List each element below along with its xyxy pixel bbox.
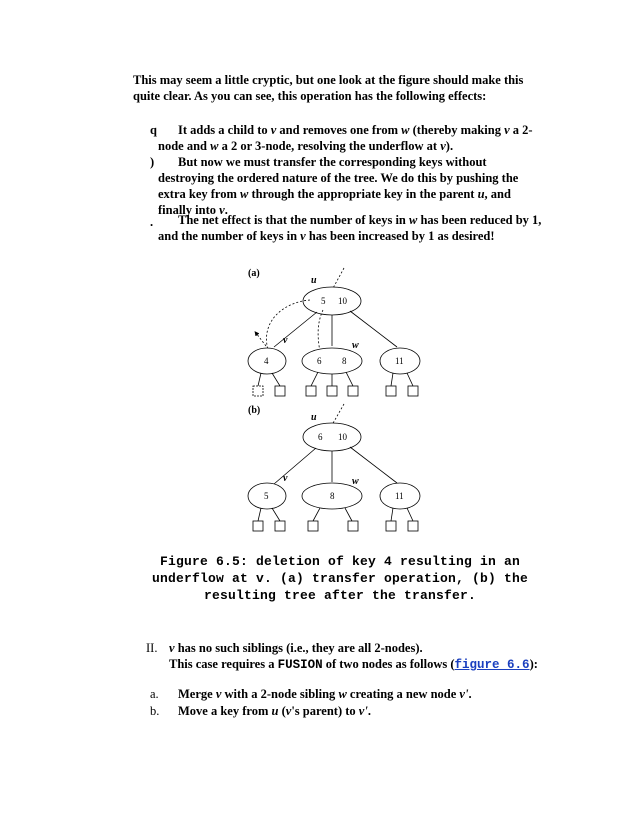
figure-b-root-node [303, 423, 361, 451]
step-a-mark: a. [150, 687, 159, 701]
fusion-term: FUSION [277, 658, 323, 672]
figure-a-mid-node [302, 348, 362, 374]
figure-a-root-node [303, 287, 361, 315]
figure-a-tag: (a) [248, 268, 260, 279]
figure-b-leaves [253, 508, 418, 531]
step-b-text: Move a key from u (v's parent) to v'. [178, 704, 371, 718]
bullet-1-text: It adds a child to v and removes one from w (thereby making v a 2- node and w a 2 or 3-node, resolving the underflow at v). [158, 123, 533, 153]
figure-a-root-key-2: 10 [338, 296, 347, 306]
figure-b-parent-link [332, 404, 344, 425]
figure-a-mid-key-1: 6 [317, 356, 322, 366]
figure-a-leaves [253, 372, 418, 396]
figure-a-mid-key-2: 8 [342, 356, 347, 366]
bullet-1-mark: q [150, 123, 157, 137]
figure-b-root-key-1: 6 [318, 432, 323, 442]
figure-b-root-key-2: 10 [338, 432, 347, 442]
intro-line-1: This may seem a little cryptic, but one look at the figure should make this [133, 73, 524, 87]
figure-a-right-key: 11 [395, 356, 404, 366]
figure-a-w-label: w [352, 340, 359, 351]
figure-a-key-move-arrow-1 [266, 300, 310, 350]
figure-a-key-move-arrow-2 [318, 310, 323, 352]
bullet-2-mark: ) [150, 155, 155, 169]
caption-line-1: Figure 6.5: deletion of key 4 resulting in an [159, 554, 521, 569]
figure-b-v-label: v [283, 473, 288, 484]
step-b-mark: b. [150, 704, 160, 718]
figure-a-edge-left [274, 312, 317, 347]
step-a-text: Merge v with a 2-node sibling w creating a new node v'. [178, 687, 472, 701]
figure-b-edge-left [274, 448, 316, 484]
bullet-3-text: The net effect is that the number of keys in w has been reduced by 1, and the number of keys in v has been increased by 1 as desired! [158, 213, 542, 243]
figure-b-u-label: u [311, 412, 317, 423]
figure-b-tag: (b) [248, 405, 261, 416]
figure-b-left-key: 5 [264, 491, 269, 501]
figure-a-key-remove-arrow [256, 333, 266, 346]
caption-line-2: underflow at v. (a) transfer operation, (b) the [151, 571, 529, 586]
bullet-3-mark: . [150, 215, 154, 229]
figure-b-mid-key: 8 [330, 491, 335, 501]
figure-b-right-key: 11 [395, 491, 404, 501]
intro-line-2: quite clear. As you can see, this operation has the following effects: [133, 89, 487, 103]
figure-6-6-link[interactable]: figure 6.6 [454, 658, 530, 672]
bullet-2-text: But now we must transfer the corresponding keys without destroying the ordered nature of the tree. We do this by pushing the extra key from w through the appropriate key in the parent u, and finally into v. [158, 155, 519, 217]
figure-a-root-key-1: 5 [321, 296, 326, 306]
figure-a-u-label: u [311, 275, 317, 286]
figure-caption [150, 553, 530, 604]
caption-line-3: resulting tree after the transfer. [203, 588, 477, 603]
case-2-text: v has no such siblings (i.e., they are all 2-nodes). This case requires a FUSION of two nodes as follows (figure 6.6): [169, 641, 538, 672]
figure-a-left-key: 4 [264, 356, 269, 366]
case-2-mark: II. [146, 641, 158, 655]
figure-b-w-label: w [352, 476, 359, 487]
figure-a-v-label: v [283, 335, 288, 346]
